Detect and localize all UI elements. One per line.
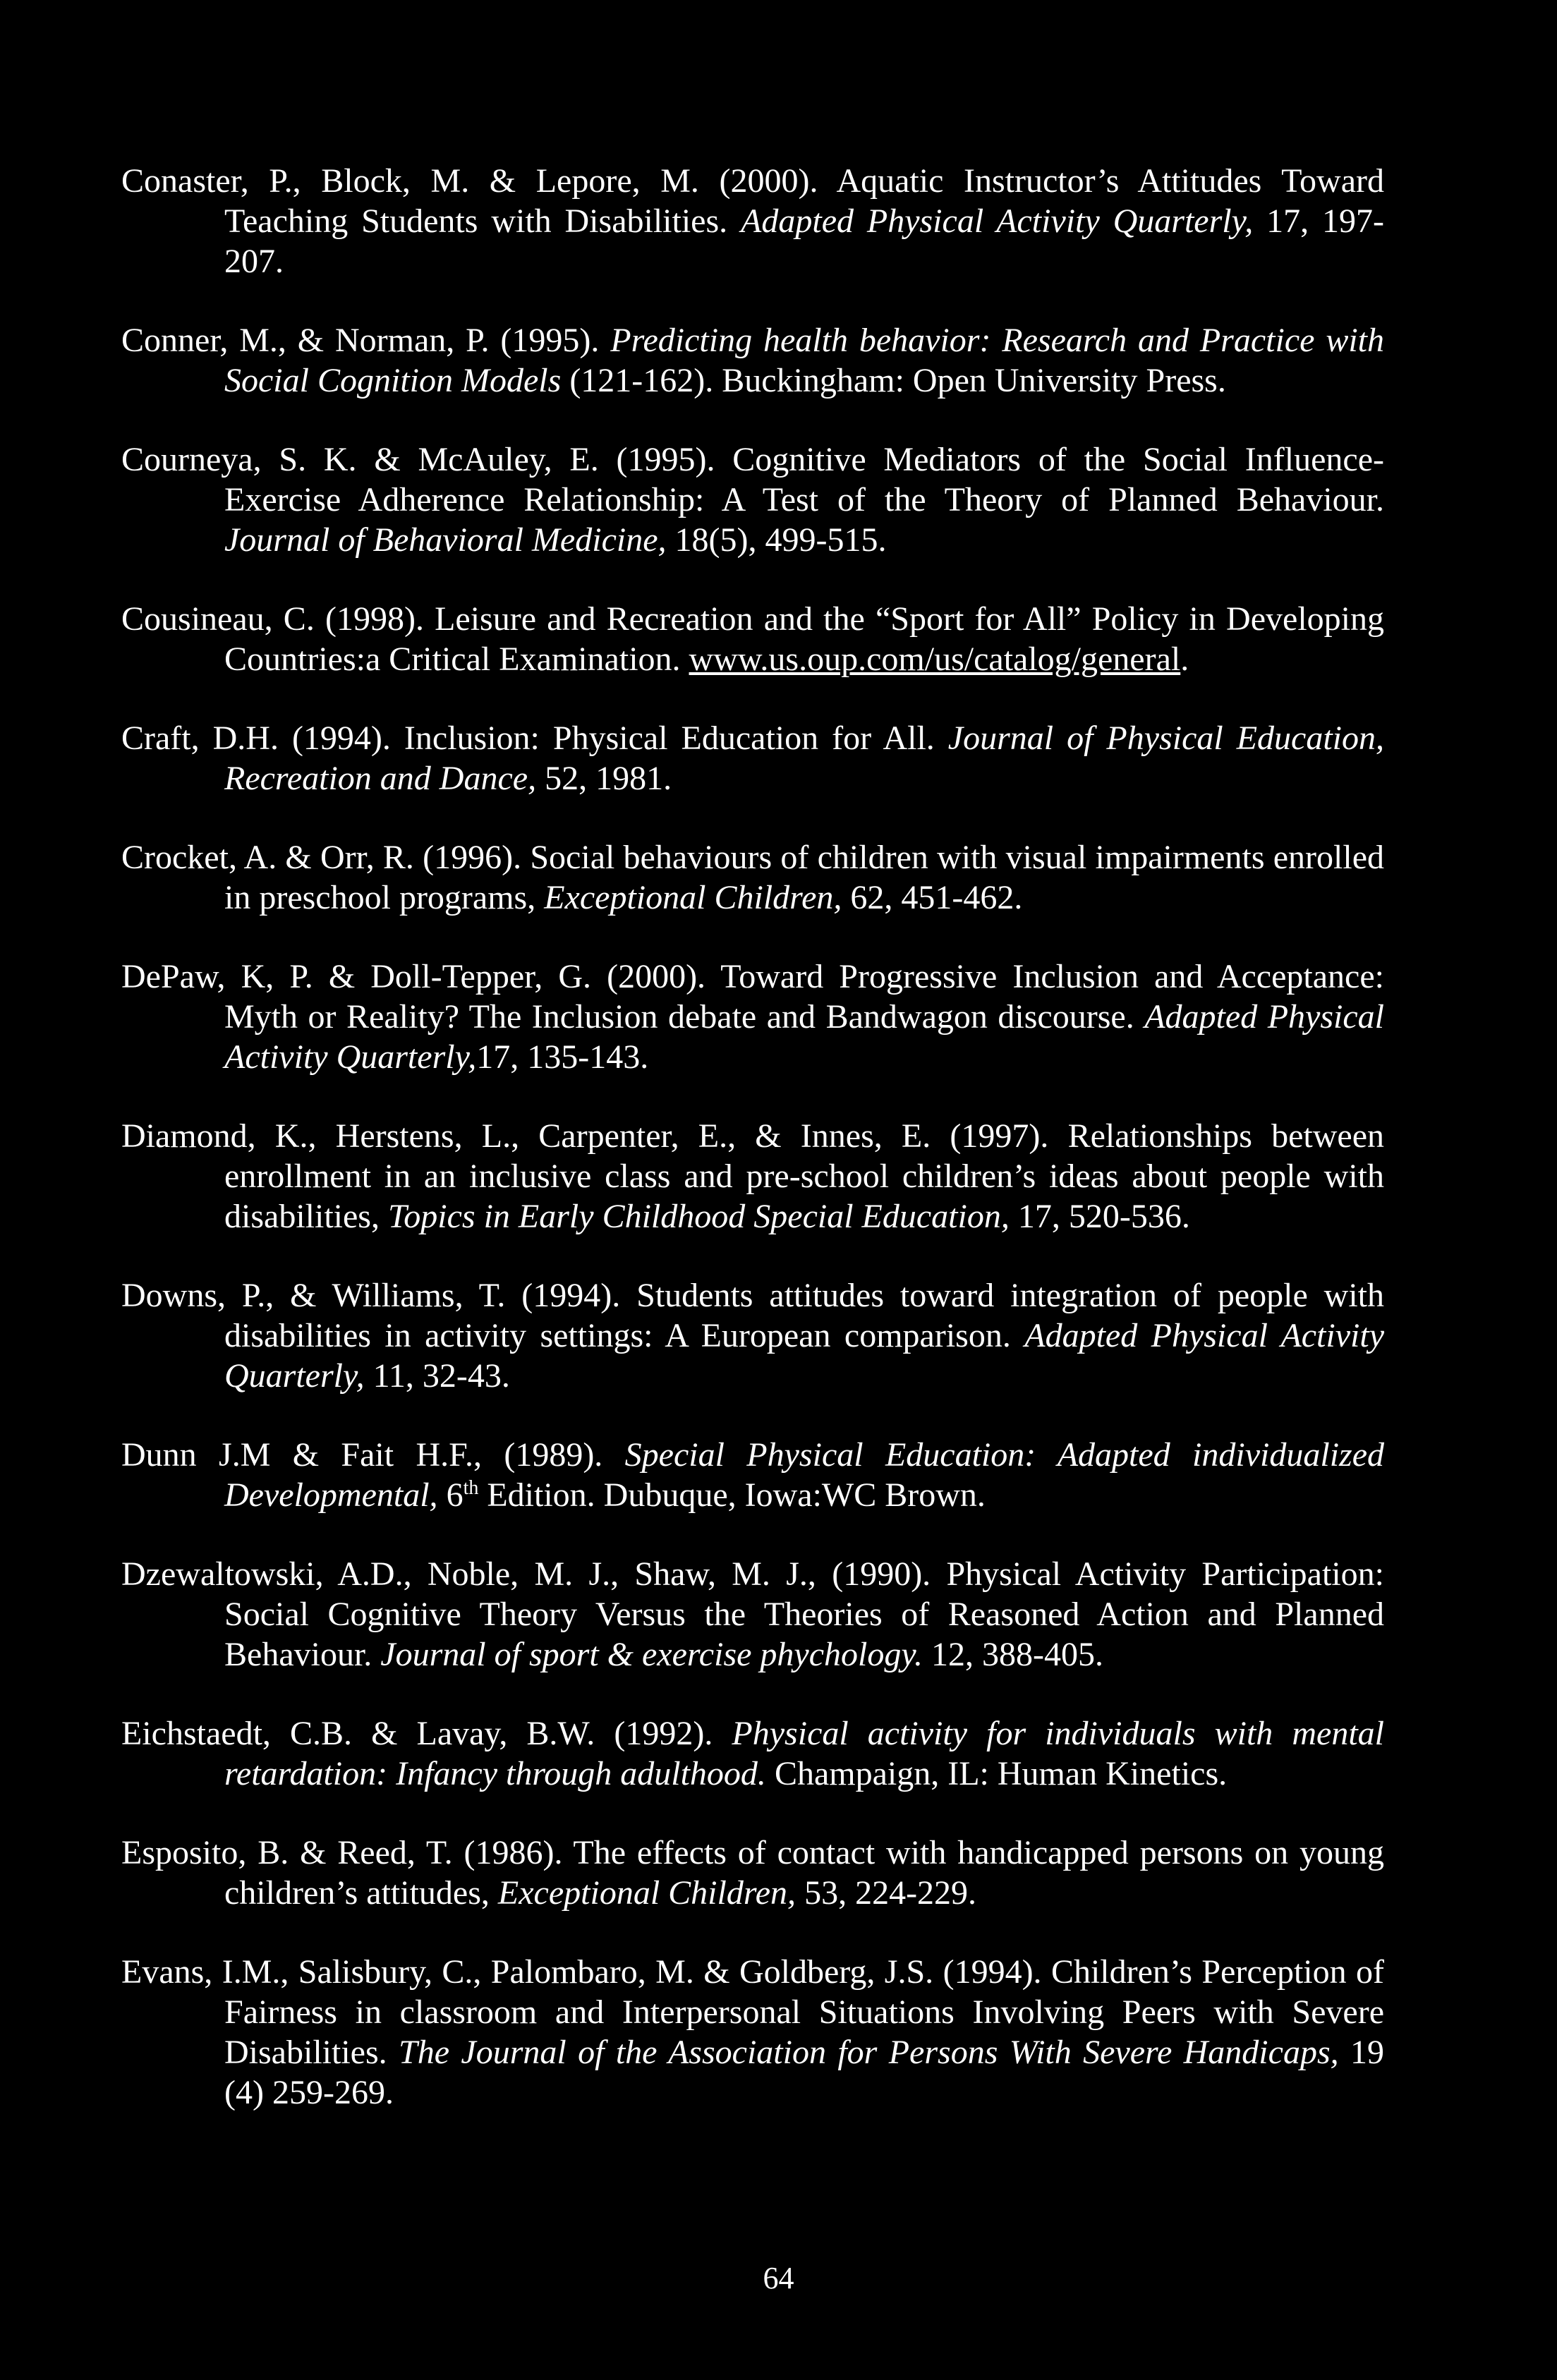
- reference-source-title: Topics in Early Childhood Special Education,: [387, 1198, 1010, 1235]
- reference-entry: [121, 320, 1384, 401]
- reference-text: Diamond, K., Herstens, L., Carpenter, E., & Innes, E. (1997). Relationships between enrollment in an inclusive class and pre-school children’s ideas about people with disabilities,: [121, 1117, 1384, 1235]
- page-number: 64: [763, 2261, 794, 2295]
- reference-entry: [121, 439, 1384, 560]
- reference-text: DePaw, K, P. & Doll-Tepper, G. (2000). Toward Progressive Inclusion and Acceptance: Myth or Reality? The Inclusion debate and Bandwagon discourse.: [121, 958, 1384, 1036]
- reference-details: 6: [437, 1476, 464, 1514]
- reference-details: 17, 135-143.: [476, 1038, 649, 1076]
- reference-source-title: Predicting health behavior: Research and Practice with Social Cognition Models: [224, 322, 1384, 399]
- reference-entry: [121, 1275, 1384, 1396]
- reference-details: 52, 1981.: [536, 760, 672, 797]
- reference-source-title: Exceptional Children,: [544, 879, 842, 916]
- reference-entry: [121, 957, 1384, 1077]
- reference-source-title: Physical activity for individuals with mental retardation: Infancy through adulthood.: [224, 1715, 1384, 1792]
- reference-entry: [121, 718, 1384, 799]
- reference-details: 17, 197-207.: [224, 202, 1385, 280]
- reference-source-title: Special Physical Education: Adapted individualized Developmental,: [224, 1436, 1385, 1514]
- reference-list: [121, 161, 1384, 2151]
- reference-text: Downs, P., & Williams, T. (1994). Students attitudes toward integration of people with disabilities in activity settings: A European comparison.: [121, 1277, 1384, 1354]
- reference-entry: [121, 1952, 1384, 2113]
- reference-entry: [121, 1554, 1384, 1675]
- reference-entry: [121, 599, 1384, 679]
- reference-details-continued: Edition. Dubuque, Iowa:WC Brown.: [478, 1476, 986, 1514]
- reference-source-title: Exceptional Children,: [497, 1874, 796, 1912]
- reference-superscript: th: [463, 1477, 479, 1499]
- reference-text: Cousineau, C. (1998). Leisure and Recreation and the “Sport for All” Policy in Developing Countries:a Critical Examination.: [121, 600, 1384, 678]
- reference-text: Esposito, B. & Reed, T. (1986). The effects of contact with handicapped persons on young children’s attitudes,: [121, 1834, 1384, 1912]
- reference-text: Crocket, A. & Orr, R. (1996). Social behaviours of children with visual impairments enrolled in preschool programs,: [121, 839, 1384, 916]
- reference-text: Eichstaedt, C.B. & Lavay, B.W. (1992).: [121, 1715, 732, 1752]
- reference-text: Craft, D.H. (1994). Inclusion: Physical Education for All.: [121, 720, 948, 757]
- reference-source-title: Adapted Physical Activity Quarterly,: [741, 202, 1254, 240]
- reference-details: .: [1180, 640, 1189, 678]
- reference-text: Courneya, S. K. & McAuley, E. (1995). Cognitive Mediators of the Social Influence-Exercise Adherence Relationship: A Test of the Theory of Planned Behaviour.: [121, 441, 1384, 518]
- reference-entry: [121, 1116, 1384, 1237]
- reference-details: (121-162). Buckingham: Open University Press.: [561, 362, 1226, 399]
- reference-source-title: Journal of sport & exercise phychology.: [380, 1636, 923, 1673]
- reference-entry: [121, 1435, 1384, 1515]
- reference-details: 19 (4) 259-269.: [224, 2034, 1384, 2111]
- reference-details: 11, 32-43.: [364, 1357, 510, 1395]
- reference-details: 17, 520-536.: [1009, 1198, 1190, 1235]
- reference-text: Dunn J.M & Fait H.F., (1989).: [121, 1436, 625, 1474]
- reference-entry: [121, 1713, 1384, 1794]
- reference-source-title: Adapted Physical Activity Quarterly,: [224, 998, 1385, 1076]
- reference-text: Evans, I.M., Salisbury, C., Palombaro, M. & Goldberg, J.S. (1994). Children’s Perception of Fairness in classroom and Interpersonal Situations Involving Peers with Severe Disabilities.: [121, 1953, 1384, 2071]
- reference-source-title: Journal of Behavioral Medicine,: [224, 521, 667, 559]
- reference-text: Conaster, P., Block, M. & Lepore, M. (2000). Aquatic Instructor’s Attitudes Toward Teaching Students with Disabilities.: [121, 162, 1384, 240]
- reference-text: Dzewaltowski, A.D., Noble, M. J., Shaw, M. J., (1990). Physical Activity Participation: Social Cognitive Theory Versus the Theories of Reasoned Action and Planned Behaviour.: [121, 1555, 1384, 1673]
- reference-source-title: The Journal of the Association for Persons With Severe Handicaps,: [399, 2034, 1339, 2071]
- reference-details: 53, 224-229.: [796, 1874, 977, 1912]
- reference-details: Champaign, IL: Human Kinetics.: [765, 1755, 1228, 1792]
- reference-entry: [121, 837, 1384, 918]
- reference-entry: [121, 1833, 1384, 1913]
- reference-source-title: Adapted Physical Activity Quarterly,: [224, 1317, 1385, 1395]
- reference-text: Conner, M., & Norman, P. (1995).: [121, 322, 611, 359]
- reference-details: 62, 451-462.: [842, 879, 1023, 916]
- reference-details: 12, 388-405.: [923, 1636, 1104, 1673]
- reference-url-link[interactable]: www.us.oup.com/us/catalog/general: [689, 640, 1181, 678]
- reference-entry: [121, 161, 1384, 281]
- reference-details: 18(5), 499-515.: [666, 521, 887, 559]
- reference-source-title: Journal of Physical Education, Recreation and Dance,: [224, 720, 1385, 797]
